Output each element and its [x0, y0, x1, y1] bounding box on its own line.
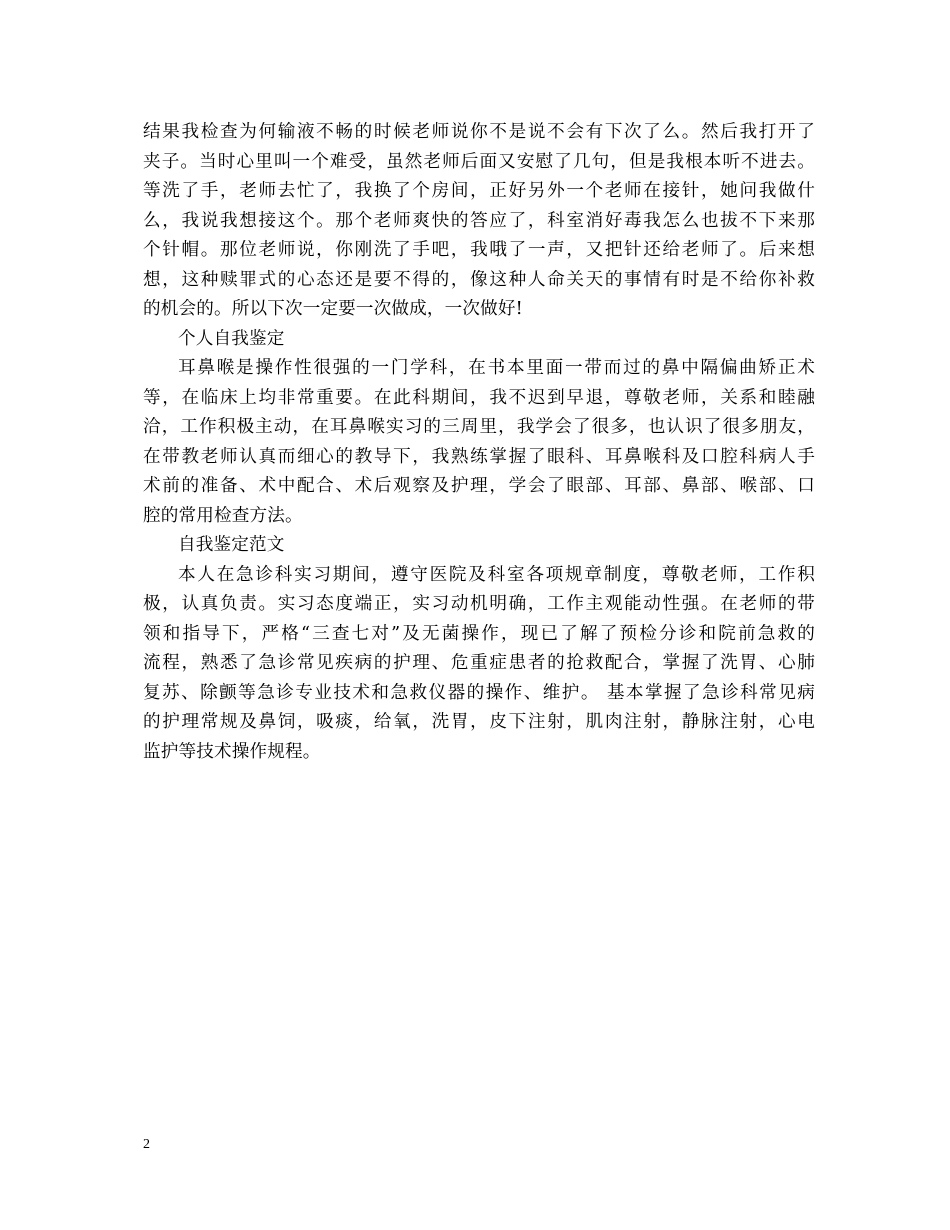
page-number: 2	[143, 1137, 150, 1152]
text-line: 流程，熟悉了急诊常见疾病的护理、危重症患者的抢救配合，掌握了洗胃、心肺	[143, 653, 815, 673]
text-line: 在带教老师认真而细心的教导下，我熟练掌握了眼科、耳鼻喉科及口腔科病人手	[143, 446, 815, 467]
text-line: 本人在急诊科实习期间，遵守医院及科室各项规章制度，尊敬老师，工作积	[178, 564, 815, 585]
text-line: 夹子。当时心里叫一个难受，虽然老师后面又安慰了几句，但是我根本听不进去。	[143, 151, 815, 172]
text-line: 等洗了手，老师去忙了，我换了个房间，正好另外一个老师在接针，她问我做什	[143, 181, 815, 201]
text-line: 腔的常用检查方法。	[143, 505, 303, 526]
body-text	[143, 118, 815, 767]
heading-text: 个人自我鉴定	[178, 328, 285, 349]
text-line: 的护理常规及鼻饲，吸痰，给氧，洗胃，皮下注射，肌肉注射，静脉注射，心电	[143, 712, 815, 732]
text-line: 结果我检查为何输液不畅的时候老师说你不是说不会有下次了么。然后我打开了	[143, 122, 815, 142]
text-line: 的机会的。所以下次一定要一次做成，一次做好!	[143, 299, 523, 319]
text-line: 领和指导下，严格“三查七对”及无菌操作，现已了解了预检分诊和院前急救的	[143, 623, 815, 644]
heading-text: 自我鉴定范文	[178, 535, 285, 555]
text-line: 术前的准备、术中配合、术后观察及护理，学会了眼部、耳部、鼻部、喉部、口	[143, 476, 815, 496]
text-line: 么，我说我想接这个。那个老师爽快的答应了，科室消好毒我怎么也拔不下来那	[143, 210, 815, 231]
section-heading	[143, 531, 815, 561]
section-heading	[143, 325, 815, 355]
text-line: 复苏、除颤等急诊专业技术和急救仪器的操作、维护。 基本掌握了急诊科常见病	[143, 682, 815, 703]
text-line: 极，认真负责。实习态度端正，实习动机明确，工作主观能动性强。在老师的带	[143, 594, 815, 614]
paragraph-continuation	[143, 118, 815, 325]
text-line: 想，这种赎罪式的心态还是要不得的，像这种人命关天的事情有时是不给你补救	[143, 269, 815, 290]
text-line: 个针帽。那位老师说，你刚洗了手吧，我哦了一声，又把针还给老师了。后来想	[143, 240, 815, 260]
text-line: 等，在临床上均非常重要。在此科期间，我不迟到早退，尊敬老师，关系和睦融	[143, 387, 815, 408]
paragraph-ent	[143, 354, 815, 531]
paragraph-emergency	[143, 561, 815, 768]
text-line: 洽，工作积极主动，在耳鼻喉实习的三周里，我学会了很多，也认识了很多朋友，	[143, 417, 815, 437]
text-line: 耳鼻喉是操作性很强的一门学科，在书本里面一带而过的鼻中隔偏曲矫正术	[178, 358, 815, 378]
text-line: 监护等技术操作规程。	[143, 741, 321, 762]
